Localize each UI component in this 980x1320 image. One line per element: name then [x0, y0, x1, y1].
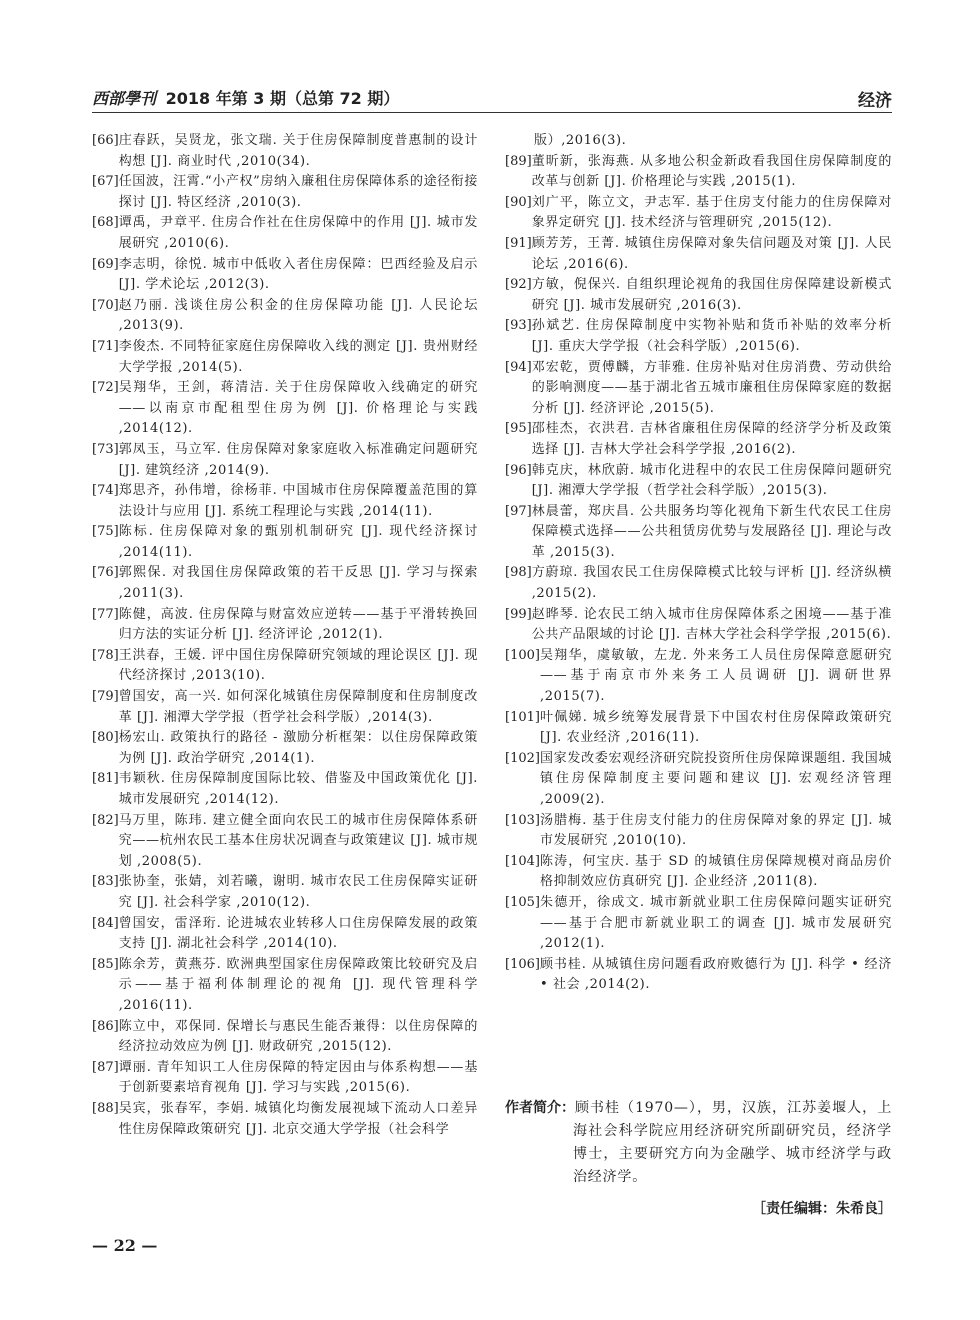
page-number: — 22 — [92, 1236, 158, 1255]
reference-item [92, 563, 478, 604]
reference-text: 陈余芳，黄燕芬. 欧洲典型国家住房保障政策比较研究及启示——基于福利体制理论的视角 [J]. 现代管理科学 ,2016(11). [118, 956, 478, 1013]
reference-item [92, 769, 478, 810]
reference-text: 赵乃丽. 浅谈住房公积金的住房保障功能 [J]. 人民论坛 ,2013(9). [118, 297, 478, 334]
reference-text: 邵桂杰，衣洪君. 吉林省廉租住房保障的经济学分析及政策选择 [J]. 吉林大学社会科学学报 ,2016(2). [531, 421, 892, 457]
reference-text: 国家发改委宏观经济研究院投资所住房保障课题组. 我国城镇住房保障制度主要问题和建议 [J]. 宏观经济管理 ,2009(2). [539, 750, 892, 807]
reference-number: [71] [92, 338, 119, 354]
reference-item [92, 1099, 478, 1140]
reference-item [92, 1017, 478, 1058]
reference-item [92, 522, 478, 563]
reference-item [505, 193, 892, 234]
reference-text: 孙斌艺. 住房保障制度中实物补贴和货币补贴的效率分析 [J]. 重庆大学学报（社会科学版）,2015(6). [531, 318, 892, 354]
reference-number: [95] [505, 421, 532, 437]
reference-text: 韩克庆，林欣蔚. 城市化进程中的农民工住房保障问题研究 [J]. 湘潭大学学报（哲学社会科学版）,2015(3). [531, 462, 892, 499]
reference-number: [90] [505, 194, 532, 210]
section-name: 经济 [858, 91, 892, 111]
reference-number: [98] [505, 565, 532, 581]
reference-number: [100] [505, 647, 540, 663]
reference-item [505, 646, 892, 708]
reference-item [505, 275, 892, 316]
reference-item [505, 955, 892, 996]
reference-item [92, 955, 478, 1017]
reference-text: 谭丽. 青年知识工人住房保障的特定因由与体系构想——基于创新要素培育视角 [J]. 学习与实践 ,2015(6). [118, 1059, 478, 1096]
reference-text: 汤腊梅. 基于住房支付能力的住房保障对象的界定 [J]. 城市发展研究 ,2010(10). [539, 812, 892, 849]
reference-number: [82] [92, 812, 119, 828]
reference-number: [83] [92, 874, 119, 890]
reference-text: 庄春跃，吴贤龙，张文瑞. 关于住房保障制度普惠制的设计构想 [J]. 商业时代 ,2010(34). [118, 133, 478, 169]
reference-text: 马万里，陈玮. 建立健全面向农民工的城市住房保障体系研究——杭州农民工基本住房状况调查与政策建议 [J]. 城市规划 ,2008(5). [118, 812, 478, 869]
reference-item [92, 296, 478, 337]
reference-item [92, 481, 478, 522]
reference-number: [104] [505, 853, 540, 869]
reference-item [92, 213, 478, 254]
reference-item [505, 502, 892, 564]
reference-number: [75] [92, 524, 119, 540]
references-left-column [92, 131, 478, 1140]
reference-text: 王洪春，王媛. 评中国住房保障研究领域的理论误区 [J]. 现代经济探讨 ,2013(10). [118, 647, 478, 684]
reference-item [92, 255, 478, 296]
reference-text: 顾芳芳，王菁. 城镇住房保障对象失信问题及对策 [J]. 人民论坛 ,2016(6). [531, 235, 892, 272]
reference-item [505, 708, 892, 749]
reference-number: [68] [92, 215, 119, 231]
reference-text: 吴翔华，虞敏敏，左龙. 外来务工人员住房保障意愿研究——基于南京市外来务工人员调研 [J]. 调研世界 ,2015(7). [539, 647, 892, 705]
reference-number: [99] [505, 606, 532, 622]
reference-text: 林晨蕾，郑庆昌. 公共服务均等化视角下新生代农民工住房保障模式选择——公共租赁房优势与发展路径 [J]. 理论与改革 ,2015(3). [531, 503, 892, 560]
reference-text: 陈立中，邓保同. 保增长与惠民生能否兼得：以住房保障的经济拉动效应为例 [J]. 财政研究 ,2015(12). [118, 1018, 478, 1055]
reference-text: 张协奎，张婧，刘若曦，谢明. 城市农民工住房保障实证研究 [J]. 社会科学家 ,2010(12). [118, 874, 478, 910]
reference-number: [88] [92, 1100, 119, 1116]
reference-text: 杨宏山. 政策执行的路径 - 激励分析框架：以住房保障政策为例 [J]. 政治学研究 ,2014(1). [118, 730, 478, 766]
references-right-column [505, 131, 892, 996]
reference-number: [84] [92, 915, 119, 931]
reference-number: [92] [505, 277, 532, 293]
reference-item [505, 563, 892, 604]
reference-number: [106] [505, 956, 540, 972]
reference-number: [78] [92, 647, 119, 663]
reference-item [505, 234, 892, 275]
reference-number: [89] [505, 153, 532, 169]
reference-item [505, 461, 892, 502]
reference-item [92, 728, 478, 769]
reference-number: [86] [92, 1018, 119, 1034]
reference-number: [70] [92, 297, 119, 313]
reference-number: [94] [505, 359, 532, 375]
reference-item [92, 440, 478, 481]
reference-item [505, 152, 892, 193]
reference-number: [96] [505, 462, 532, 478]
reference-item [92, 337, 478, 378]
author-bio-label: 作者简介： [505, 1100, 575, 1116]
reference-number: [80] [92, 730, 119, 746]
responsible-editor: ［责任编辑：朱希良］ [752, 1201, 892, 1217]
reference-number: [103] [505, 812, 540, 828]
reference-item [505, 749, 892, 811]
reference-number: [91] [505, 235, 532, 251]
reference-item [505, 419, 892, 460]
issue-info: 2018 年第 3 期（总第 72 期） [165, 89, 400, 108]
header-divider [92, 112, 892, 113]
reference-text: 郭熙保. 对我国住房保障政策的若干反思 [J]. 学习与探索 ,2011(3). [118, 565, 478, 602]
reference-item [92, 646, 478, 687]
reference-number: [87] [92, 1059, 119, 1075]
reference-number: [72] [92, 380, 119, 396]
reference-text: 郑思齐，孙伟增，徐杨菲. 中国城市住房保障覆盖范围的算法设计与应用 [J]. 系统工程理论与实践 ,2014(11). [118, 483, 478, 519]
reference-number: [73] [92, 441, 119, 457]
reference-text: 李志明，徐悦. 城市中低收入者住房保障：巴西经验及启示 [J]. 学术论坛 ,2012(3). [118, 256, 478, 293]
reference-text: 李俊杰. 不同特征家庭住房保障收入线的测定 [J]. 贵州财经大学学报 ,2014(5). [118, 338, 478, 375]
reference-text: 曾国安，雷泽珩. 论进城农业转移人口住房保障发展的政策支持 [J]. 湖北社会科学 ,2014(10). [118, 915, 478, 952]
reference-item [505, 852, 892, 893]
reference-text: 邓宏乾，贾傅麟，方菲雅. 住房补贴对住房消费、劳动供给的影响测度——基于湖北省五城市廉租住房保障家庭的数据分析 [J]. 经济评论 ,2015(5). [531, 359, 892, 416]
reference-text: 方敏，倪保兴. 自组织理论视角的我国住房保障建设新模式研究 [J]. 城市发展研究 ,2016(3). [531, 277, 892, 313]
reference-item [505, 131, 892, 152]
reference-item [92, 131, 478, 172]
reference-text: 吴宾，张春军，李娟. 城镇化均衡发展视域下流动人口差异性住房保障政策研究 [J]. 北京交通大学学报（社会科学 [118, 1100, 478, 1137]
reference-text: 方蔚琼. 我国农民工住房保障模式比较与评析 [J]. 经济纵横 ,2015(2). [531, 565, 892, 602]
reference-text: 吴翔华，王剑，蒋清洁. 关于住房保障收入线确定的研究——以南京市配租型住房为例 [J]. 价格理论与实践 ,2014(12). [118, 380, 478, 437]
reference-item [92, 378, 478, 440]
reference-number: [66] [92, 133, 119, 148]
reference-number: [85] [92, 956, 119, 972]
reference-number: [101] [505, 709, 540, 725]
reference-item [92, 172, 478, 213]
reference-item [505, 358, 892, 420]
reference-number: [97] [505, 503, 532, 519]
reference-item [92, 687, 478, 728]
reference-item [505, 316, 892, 357]
reference-text: 版）,2016(3). [534, 133, 627, 148]
journal-title [92, 86, 399, 109]
reference-item [92, 872, 478, 913]
reference-text: 陈健，高波. 住房保障与财富效应逆转——基于平滑转换回归方法的实证分析 [J]. 经济评论 ,2012(1). [118, 606, 478, 643]
reference-number: [105] [505, 894, 540, 910]
reference-text: 叶佩娣. 城乡统筹发展背景下中国农村住房保障政策研究 [J]. 农业经济 ,2016(11). [539, 709, 892, 746]
author-bio [505, 1097, 892, 1189]
reference-number: [81] [92, 771, 119, 787]
journal-logo: 西部學刊 [92, 89, 157, 108]
reference-number: [102] [505, 750, 540, 766]
reference-item [505, 811, 892, 852]
reference-text: 谭禹，尹章平. 住房合作社在住房保障中的作用 [J]. 城市发展研究 ,2010(6). [118, 215, 478, 251]
reference-item [505, 893, 892, 955]
reference-text: 陈涛，何宝庆. 基于 SD 的城镇住房保障规模对商品房价格抑制效应仿真研究 [J]. 企业经济 ,2011(8). [539, 853, 892, 890]
reference-text: 郭凤玉，马立军. 住房保障对象家庭收入标准确定问题研究 [J]. 建筑经济 ,2014(9). [118, 441, 478, 478]
reference-item [505, 605, 892, 646]
reference-text: 顾书桂. 从城镇住房问题看政府败德行为 [J]. 科学 • 经济 • 社会 ,2014(2). [539, 956, 892, 993]
reference-text: 刘广平，陈立文，尹志军. 基于住房支付能力的住房保障对象界定研究 [J]. 技术经济与管理研究 ,2015(12). [531, 194, 892, 231]
reference-number: [67] [92, 174, 119, 190]
page-header [92, 84, 892, 110]
reference-number: [79] [92, 689, 119, 705]
reference-text: 曾国安，高一兴. 如何深化城镇住房保障制度和住房制度改革 [J]. 湘潭大学学报（哲学社会科学版）,2014(3). [118, 689, 478, 725]
reference-text: 陈标. 住房保障对象的甄别机制研究 [J]. 现代经济探讨 ,2014(11). [118, 524, 478, 560]
reference-item [92, 811, 478, 873]
reference-item [92, 605, 478, 646]
reference-number: [77] [92, 606, 119, 622]
reference-item [92, 1058, 478, 1099]
reference-text: 赵晔琴. 论农民工纳入城市住房保障体系之困境——基于准公共产品限域的讨论 [J]. 吉林大学社会科学学报 ,2015(6). [531, 606, 892, 643]
reference-text: 任国波，汪霄.“小产权”房纳入廉租住房保障体系的途径衔接探讨 [J]. 特区经济 ,2010(3). [118, 174, 478, 210]
reference-number: [69] [92, 256, 119, 272]
reference-text: 朱德开，徐成文. 城市新就业职工住房保障问题实证研究——基于合肥市新就业职工的调查 [J]. 城市发展研究 ,2012(1). [539, 894, 892, 952]
author-bio-text: 顾书桂（1970—），男，汉族，江苏姜堰人，上海社会科学院应用经济研究所副研究员，经济学博士，主要研究方向为金融学、城市经济学与政治经济学。 [573, 1100, 892, 1185]
reference-text: 董昕新，张海燕. 从多地公积金新政看我国住房保障制度的改革与创新 [J]. 价格理论与实践 ,2015(1). [531, 153, 892, 190]
reference-number: [93] [505, 318, 532, 334]
reference-text: 韦颖秋. 住房保障制度国际比较、借鉴及中国政策优化 [J]. 城市发展研究 ,2014(12). [118, 771, 478, 807]
reference-number: [76] [92, 565, 119, 581]
reference-number: [74] [92, 483, 119, 499]
reference-item [92, 914, 478, 955]
